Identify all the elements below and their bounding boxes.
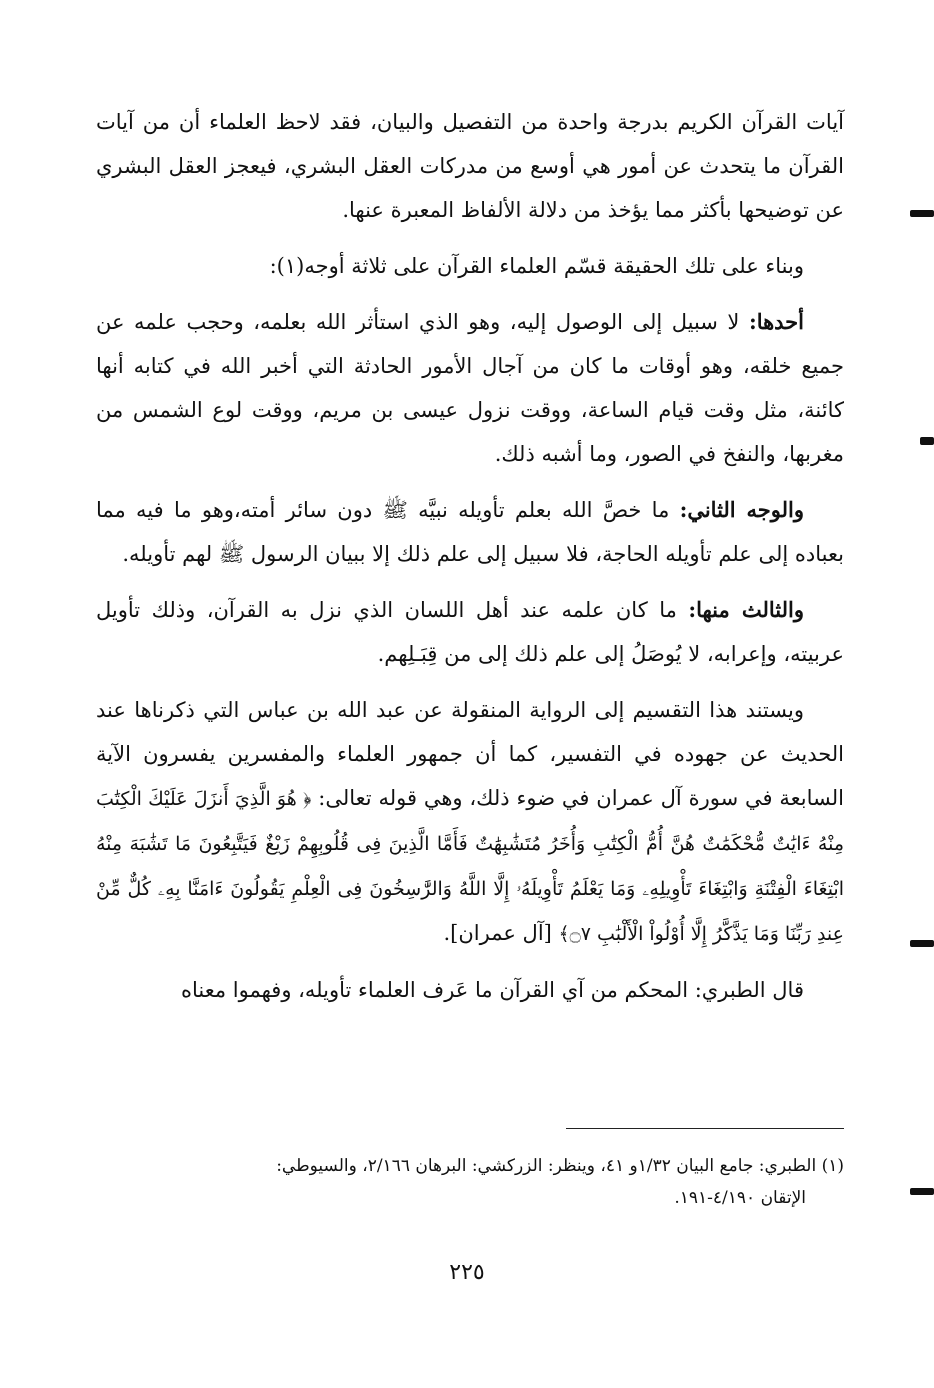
paragraph-first-aspect [96,300,844,476]
third-aspect-heading: والثالث منها: [688,597,804,622]
edge-mark [910,1188,934,1195]
paragraph-second-aspect [96,488,844,576]
second-aspect-heading: والوجه الثاني: [679,497,805,522]
second-aspect-text: ما خصَّ الله بعلم تأويله نبيَّه ﷺ دون سائر أمته،وهو ما فيه مما بعباده إلى علم تأويله الحاجة، فلا سبيل إلى علم ذلك إلا ببيان الرسول ﷺ لهم تأويله. [96,498,844,566]
paragraph-division: وبناء على تلك الحقيقة قسّم العلماء القرآن على ثلاثة أوجه(١): [269,254,804,278]
first-aspect-heading: أحدها: [748,309,805,334]
footnote-separator [566,1128,844,1129]
footnote-line-2: الإتقان ٤/١٩٠-١٩١. [674,1188,806,1208]
page-number: ٢٢٥ [449,1260,485,1285]
paragraph-tabari: قال الطبري: المحكم من آي القرآن ما عَرف العلماء تأويله، وفهموا معناه [180,978,804,1002]
verse-reference: [آل عمران]. [443,921,559,945]
paragraph-intro: آيات القرآن الكريم بدرجة واحدة من التفصيل والبيان، فقد لاحظ العلماء أن من آيات القرآن ما يتحدث عن أمور هي أوسع من مدركات العقل البشري، فيعجز العقل البشري عن توضيحها بأكثر مما يؤخذ من دلالة الألفاظ المعبرة عنها. [96,110,844,222]
paragraph-third-aspect [96,588,844,676]
verse-intro-text: ويستند هذا التقسيم إلى الرواية المنقولة عن عبد الله بن عباس التي ذكرناها عند الحديث عن جهوده في التفسير، كما أن جمهور العلماء والمفسرين يفسرون الآية السابعة في سورة آل عمران في ضوء ذلك، وهي قوله تعالى: [96,698,844,810]
footnote-line-1: (١) الطبري: جامع البيان ١/٣٢و ٤١، وينظر: الزركشي: البرهان ٢/١٦٦، والسيوطي: [276,1156,844,1176]
edge-mark [920,437,934,445]
footnotes [96,1150,844,1214]
quran-verse: ﴿ هُوَ الَّذِيَ أَنزَلَ عَلَيْكَ الْكِتَٰبَ مِنْهُ ءَايَٰتٌ مُّحْكَمَٰتٌ هُنَّ أُمُّ الْكِتَٰبِ وَأُخَرُ مُتَشَٰبِهَٰتٌ فَأَمَّا الَّذِينَ فِى قُلُوبِهِمْ زَيْغٌ فَيَتَّبِعُونَ مَا تَشَٰبَهَ مِنْهُ ابْتِغَاءَ الْفِتْنَةِ وَابْتِغَاءَ تَأْوِيلِهِۦ وَمَا يَعْلَمُ تَأْوِيلَهُۥ إِلَّا اللَّهُ وَالرَّٰسِخُونَ فِى الْعِلْمِ يَقُولُونَ ءَامَنَّا بِهِۦ كُلٌّ مِّنْ عِندِ رَبِّنَا وَمَا يَذَّكَّرُ إِلَّا أُوْلُواْ الْأَلْبَٰبِ ۝٧﴾ [96,788,844,945]
page-body [96,100,844,1024]
first-aspect-text: لا سبيل إلى الوصول إليه، وهو الذي استأثر الله بعلمه، وحجب علمه عن جميع خلقه، وهو أوقات ما كان من آجال الأمور الحادثة التي أخبر الله في كتابه أنها كائنة، مثل وقت قيام الساعة، ووقت نزول عيسى بن مريم، ووقت لوع الشمس من مغربها، والنفخ في الصور، وما أشبه ذلك. [96,310,844,466]
edge-mark [910,940,934,947]
edge-mark [910,210,934,217]
paragraph-verse [96,688,844,956]
third-aspect-text: ما كان علمه عند أهل اللسان الذي نزل به القرآن، وذلك تأويل عربيته، وإعرابه، لا يُوصَلُ إلى علم ذلك إلى من قِبَـلِهم. [96,598,844,666]
